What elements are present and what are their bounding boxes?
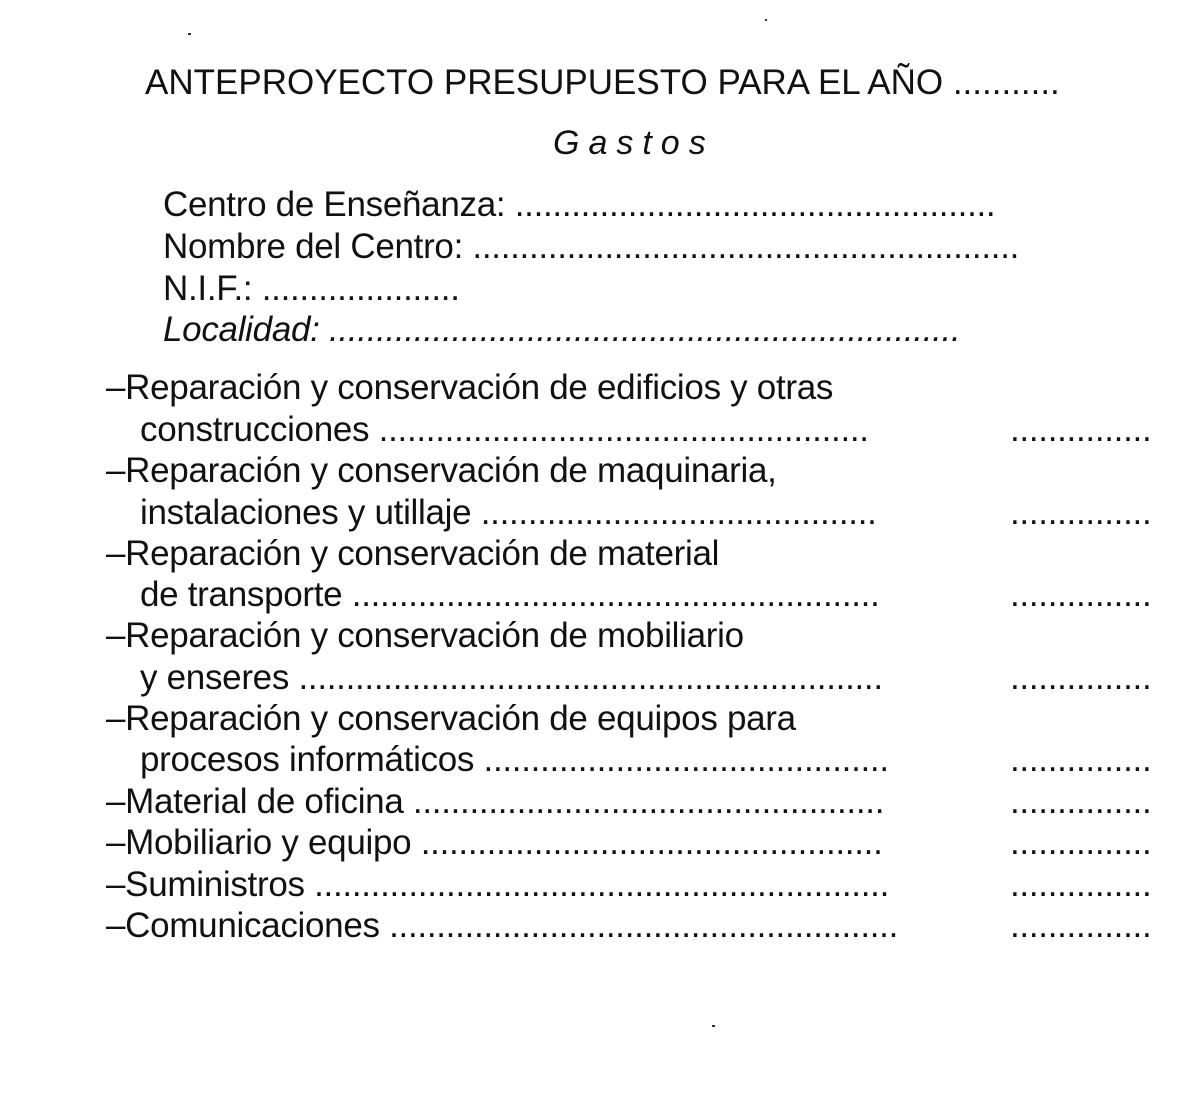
item-mobiliario-equipo-amount: ...............: [1010, 823, 1152, 862]
field-localidad: Localidad: ...................................................................: [163, 310, 961, 349]
document-title: ANTEPROYECTO PRESUPUESTO PARA EL AÑO ...........: [145, 63, 1060, 102]
field-centro-ensenanza: Centro de Enseñanza: ...................................................: [163, 185, 996, 224]
item-edificios-line1: –Reparación y conservación de edificios y otras: [106, 368, 834, 407]
item-comunicaciones: –Comunicaciones ......................................................: [106, 906, 899, 945]
item-mobiliario-equipo: –Mobiliario y equipo .................................................: [106, 823, 883, 862]
item-transporte-line1: –Reparación y conservación de material: [106, 534, 720, 573]
item-material-oficina-amount: ...............: [1010, 782, 1152, 821]
item-edificios-line2: construcciones ....................................................: [140, 410, 869, 449]
scan-speck: [765, 19, 767, 21]
item-informaticos-line1: –Reparación y conservación de equipos para: [106, 699, 796, 738]
item-comunicaciones-amount: ...............: [1010, 906, 1152, 945]
item-mobiliario-amount: ...............: [1010, 658, 1152, 697]
scan-speck: [188, 33, 191, 35]
item-maquinaria-line2: instalaciones y utillaje ..........................................: [140, 493, 877, 532]
item-transporte-amount: ...............: [1010, 575, 1152, 614]
field-nif: N.I.F.: .....................: [163, 269, 460, 308]
item-mobiliario-line1: –Reparación y conservación de mobiliario: [106, 616, 744, 655]
item-suministros-amount: ...............: [1010, 865, 1152, 904]
item-informaticos-line2: procesos informáticos ...........................................: [140, 740, 889, 779]
item-maquinaria-amount: ...............: [1010, 493, 1152, 532]
item-material-oficina: –Material de oficina ..................................................: [106, 782, 885, 821]
document-subtitle: Gastos: [553, 124, 715, 162]
item-maquinaria-line1: –Reparación y conservación de maquinaria,: [106, 451, 777, 490]
item-informaticos-amount: ...............: [1010, 740, 1152, 779]
item-edificios-amount: ...............: [1010, 410, 1152, 449]
item-mobiliario-line2: y enseres ..............................................................: [140, 658, 883, 697]
item-transporte-line2: de transporte ........................................................: [140, 575, 880, 614]
field-nombre-centro: Nombre del Centro: ..........................................................: [163, 227, 1020, 266]
scan-speck: [712, 1025, 715, 1027]
item-suministros: –Suministros .............................................................: [106, 865, 889, 904]
